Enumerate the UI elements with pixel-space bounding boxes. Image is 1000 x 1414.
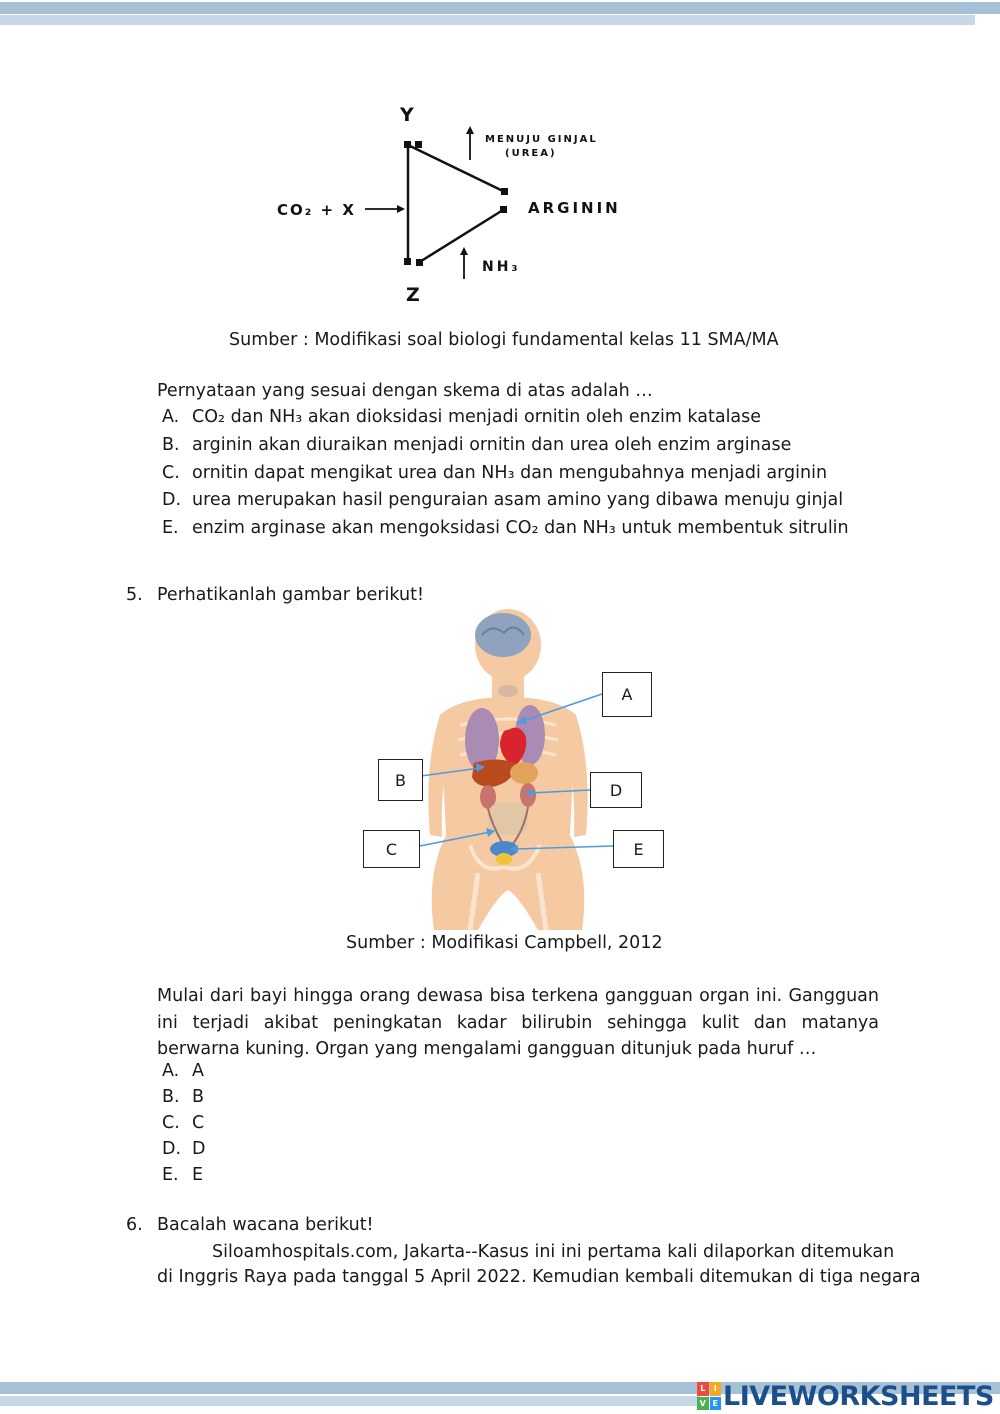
logo-text: LIVEWORKSHEETS <box>723 1380 994 1412</box>
q4-option-e[interactable]: E. enzim arginase akan mengoksidasi CO₂ dan NH₃ untuk membentuk sitrulin <box>162 518 849 538</box>
label-box-b: B <box>378 759 423 801</box>
q5-number: 5. <box>126 585 143 605</box>
q6-line-1: Siloamhospitals.com, Jakarta--Kasus ini ini pertama kali dilaporkan ditemukan <box>212 1242 895 1262</box>
arginin-label: ARGININ <box>528 199 621 217</box>
q5-prompt: Perhatikanlah gambar berikut! <box>157 585 424 605</box>
q5-option-b[interactable]: B. B <box>162 1087 205 1107</box>
q6-line-2: di Inggris Raya pada tanggal 5 April 2022. Kemudian kembali ditemukan di tiga negara <box>157 1267 921 1287</box>
q5-option-c[interactable]: C. C <box>162 1113 205 1133</box>
source-caption-1: Sumber : Modifikasi soal biologi fundamental kelas 11 SMA/MA <box>229 330 779 350</box>
label-box-e: E <box>613 830 664 868</box>
q5-paragraph: Mulai dari bayi hingga orang dewasa bisa terkena gangguan organ ini. Gangguan ini terjadi akibat peningkatan kadar bilirubin sehingga kulit dan matanya berwarna kuning. Organ yang mengalami gangguan ditunjuk pada huruf … <box>157 986 879 1059</box>
q4-prompt: Pernyataan yang sesuai dengan skema di atas adalah … <box>157 381 653 401</box>
q5-option-a[interactable]: A. A <box>162 1061 204 1081</box>
q4-option-d[interactable]: D. urea merupakan hasil penguraian asam amino yang dibawa menuju ginjal <box>162 490 844 510</box>
label-z: Z <box>406 284 420 306</box>
nh3-label: NH₃ <box>482 259 521 275</box>
liveworksheets-logo <box>697 1378 994 1414</box>
q6-prompt: Bacalah wacana berikut! <box>157 1215 374 1235</box>
q4-option-b[interactable]: B. arginin akan diuraikan menjadi ornitin dan urea oleh enzim arginase <box>162 435 792 455</box>
label-box-c: C <box>363 830 420 868</box>
kidney-label: MENUJU GINJAL <box>485 134 598 145</box>
input-label: CO₂ + X <box>277 201 356 219</box>
q5-option-e[interactable]: E. E <box>162 1165 204 1185</box>
q5-option-d[interactable]: D. D <box>162 1139 206 1159</box>
q4-option-c[interactable]: C. ornitin dapat mengikat urea dan NH₃ dan mengubahnya menjadi arginin <box>162 463 828 483</box>
label-box-a: A <box>602 672 652 717</box>
label-y: Y <box>400 104 414 126</box>
label-box-d: D <box>590 772 642 808</box>
q6-number: 6. <box>126 1215 143 1235</box>
logo-icon: L I V E <box>697 1382 721 1410</box>
urea-label: (UREA) <box>505 148 557 159</box>
q4-option-a[interactable]: A. CO₂ dan NH₃ akan dioksidasi menjadi ornitin oleh enzim katalase <box>162 407 762 427</box>
source-caption-2: Sumber : Modifikasi Campbell, 2012 <box>346 933 663 953</box>
